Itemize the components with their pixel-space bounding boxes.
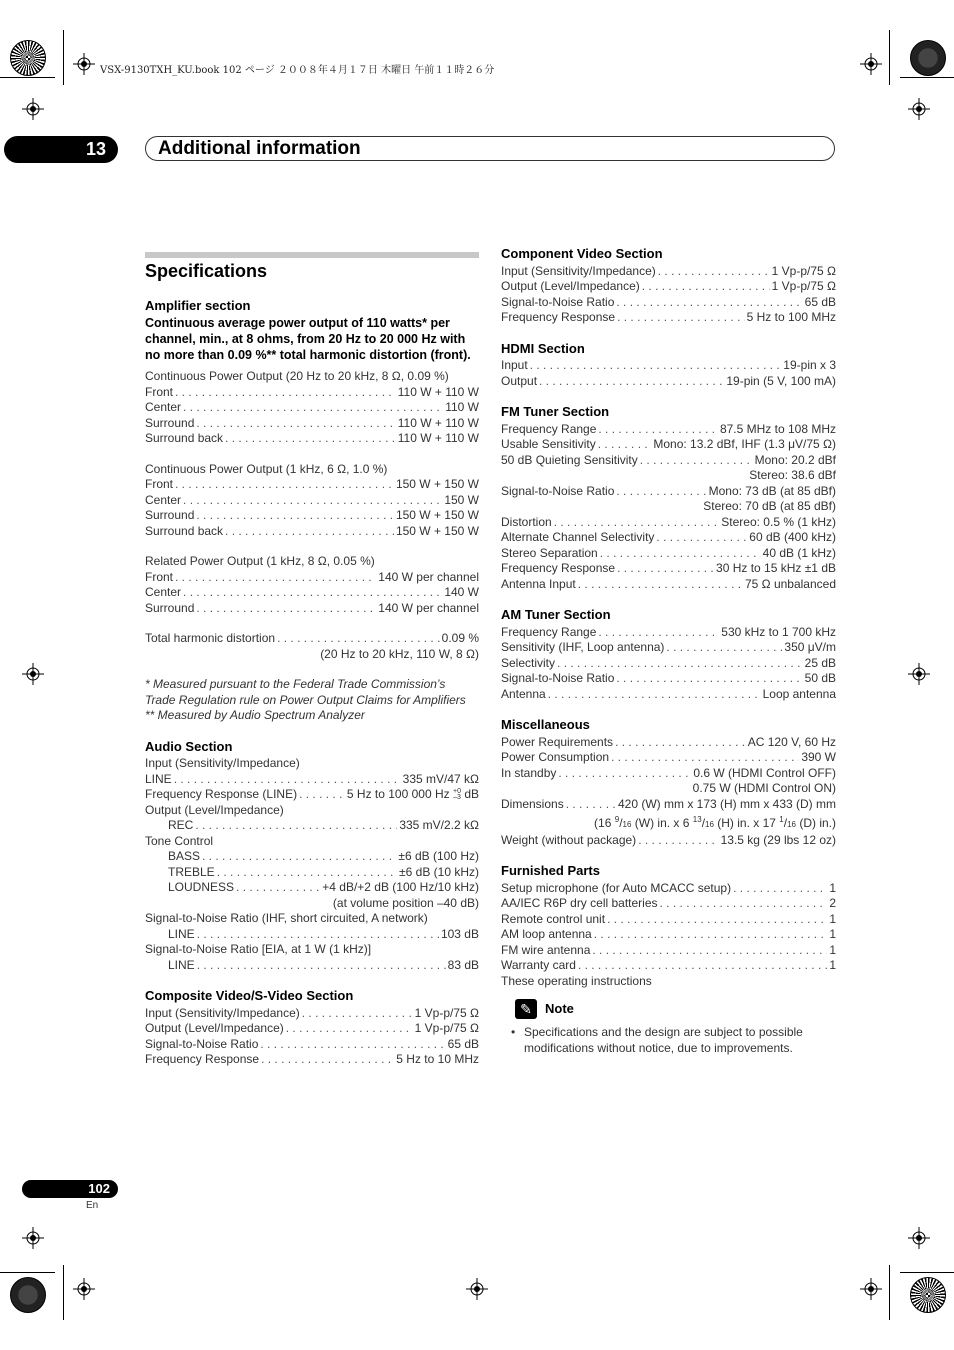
spec-row-sub: Stereo: 70 dB (at 85 dBf) <box>703 499 836 513</box>
spec-row: Frequency Range . . . 87.5 MHz to 108 MHz <box>501 422 836 438</box>
spec-row: Signal-to-Noise Ratio . . . 50 dB <box>501 671 836 687</box>
spec-group-title: Signal-to-Noise Ratio (IHF, short circuited, A network) <box>145 911 428 925</box>
spec-row: Antenna . . . Loop antenna <box>501 687 836 703</box>
spec-row: BASS . . . ±6 dB (100 Hz) <box>145 849 479 865</box>
footnote: Trade Regulation rule on Power Output Claims for Amplifiers <box>145 692 466 707</box>
spec-row: Setup microphone (for Auto MCACC setup) . . . 1 <box>501 881 836 897</box>
spec-row: Weight (without package) . . . 13.5 kg (29 lbs 12 oz) <box>501 833 836 849</box>
spec-group-title: Signal-to-Noise Ratio [EIA, at 1 W (1 kHz)] <box>145 942 372 956</box>
spec-row: Surround . . . 140 W per channel <box>145 601 479 617</box>
note-box <box>501 999 836 1056</box>
spec-row-sub: (at volume position –40 dB) <box>332 895 479 910</box>
crosshair-icon <box>22 1227 44 1249</box>
pencil-note-icon: ✎ <box>515 999 537 1019</box>
dimensions-inches: (16 $^9$/16 (W) in. x 6 $^{13}$/16 (H) in. x 17 $^1$/16 (D) in.) <box>594 815 836 830</box>
spec-row: Input . . . 19-pin x 3 <box>501 358 836 374</box>
spec-row: Surround back . . . 110 W + 110 W <box>145 431 479 447</box>
spec-row: Selectivity . . . 25 dB <box>501 656 836 672</box>
spec-row: Surround . . . 110 W + 110 W <box>145 416 479 432</box>
spec-row: Output (Level/Impedance) . . . 1 Vp-p/75 Ω <box>501 279 836 295</box>
spec-row: Signal-to-Noise Ratio . . . 65 dB <box>145 1037 479 1053</box>
page-title: Specifications <box>145 261 268 281</box>
registration-starburst-icon <box>910 1277 946 1313</box>
spec-row: Surround . . . 150 W + 150 W <box>145 508 479 524</box>
hdmi-heading: HDMI Section <box>501 340 585 356</box>
spec-row: Distortion . . . Stereo: 0.5 % (1 kHz) <box>501 515 836 531</box>
crosshair-icon <box>860 1278 882 1300</box>
spec-row: Warranty card . . . 1 <box>501 958 836 974</box>
footnote: * Measured pursuant to the Federal Trade Commission’s <box>145 677 446 691</box>
spec-row: Usable Sensitivity . . . Mono: 13.2 dBf, IHF (1.3 μV/75 Ω) <box>501 437 836 453</box>
spec-group-title: Continuous Power Output (20 Hz to 20 kHz, 8 Ω, 0.09 %) <box>145 369 449 383</box>
am-heading: AM Tuner Section <box>501 607 611 622</box>
spec-row: LINE . . . 335 mV/47 kΩ <box>145 772 479 788</box>
spec-row: Frequency Response . . . 30 Hz to 15 kHz ±1 dB <box>501 561 836 577</box>
crosshair-icon <box>73 53 95 75</box>
spec-row: Remote control unit . . . 1 <box>501 912 836 928</box>
chapter-number-badge: 13 <box>4 136 118 163</box>
spec-row: Dimensions . . . 420 (W) mm x 173 (H) mm x 433 (D) mm <box>501 797 836 813</box>
spec-row: Power Consumption . . . 390 W <box>501 750 836 766</box>
spec-row: Output (Level/Impedance) . . . 1 Vp-p/75 Ω <box>145 1021 479 1037</box>
bullet-icon: • <box>511 1025 516 1039</box>
crosshair-icon <box>22 663 44 685</box>
spec-row: Total harmonic distortion . . . 0.09 % <box>145 631 479 647</box>
page-language: En <box>86 1200 99 1211</box>
component-heading: Component Video Section <box>501 246 663 261</box>
spec-row: Front . . . 110 W + 110 W <box>145 385 479 401</box>
spec-row: Sensitivity (IHF, Loop antenna) . . . 350 μV/m <box>501 640 836 656</box>
crosshair-icon <box>908 1227 930 1249</box>
section-top-bar <box>145 252 479 258</box>
spec-row: LINE . . . 103 dB <box>145 927 479 943</box>
crosshair-icon <box>908 663 930 685</box>
furnished-heading: Furnished Parts <box>501 863 600 878</box>
spec-row: Stereo Separation . . . 40 dB (1 kHz) <box>501 546 836 562</box>
spec-row: LOUDNESS . . . +4 dB/+2 dB (100 Hz/10 kHz) <box>145 880 479 896</box>
spec-row-sub: Stereo: 38.6 dBf <box>749 468 836 482</box>
spec-row: Front . . . 150 W + 150 W <box>145 477 479 493</box>
spec-row: Alternate Channel Selectivity . . . 60 dB (400 kHz) <box>501 530 836 546</box>
spec-row: REC . . . 335 mV/2.2 kΩ <box>145 818 479 834</box>
note-bullet <box>511 1025 836 1056</box>
print-header: VSX-9130TXH_KU.book 102 ページ ２００８年４月１７日 木曜日 午前１１時２６分 <box>100 65 495 76</box>
spec-row: Frequency Response . . . 5 Hz to 100 MHz <box>501 310 836 326</box>
spec-group-title: Output (Level/Impedance) <box>145 802 284 817</box>
crosshair-icon <box>908 98 930 120</box>
spec-row: Center . . . 110 W <box>145 400 479 416</box>
spec-row: Signal-to-Noise Ratio . . . 65 dB <box>501 295 836 311</box>
composite-heading: Composite Video/S-Video Section <box>145 988 354 1003</box>
registration-starburst-icon <box>910 40 946 76</box>
spec-row: Frequency Response (LINE) . . . 5 Hz to 100 000 Hz +0 –3 dB <box>145 787 479 803</box>
spec-row: TREBLE . . . ±6 dB (10 kHz) <box>145 865 479 881</box>
crosshair-icon <box>22 98 44 120</box>
spec-row: FM wire antenna . . . 1 <box>501 943 836 959</box>
spec-row: Signal-to-Noise Ratio . . . Mono: 73 dB (at 85 dBf) <box>501 484 836 500</box>
note-header <box>515 999 836 1019</box>
spec-row: AA/IEC R6P dry cell batteries . . . 2 <box>501 896 836 912</box>
amplifier-heading: Amplifier section <box>145 297 251 313</box>
amplifier-intro: Continuous average power output of 110 watts* per channel, min., at 8 ohms, from 20 Hz to 20 000 Hz with no more than 0.09 %** total harmonic distortion (front). <box>145 316 471 362</box>
spec-row: Center . . . 140 W <box>145 585 479 601</box>
registration-starburst-icon <box>10 1277 46 1313</box>
spec-row: These operating instructions <box>501 973 652 988</box>
spec-row: Output . . . 19-pin (5 V, 100 mA) <box>501 374 836 390</box>
crosshair-icon <box>466 1278 488 1300</box>
spec-row: Center . . . 150 W <box>145 493 479 509</box>
right-column <box>501 246 836 1056</box>
spec-row: Frequency Response . . . 5 Hz to 10 MHz <box>145 1052 479 1068</box>
fm-heading: FM Tuner Section <box>501 404 610 419</box>
misc-heading: Miscellaneous <box>501 717 590 732</box>
spec-group-title: Continuous Power Output (1 kHz, 6 Ω, 1.0 %) <box>145 461 388 476</box>
spec-row: Front . . . 140 W per channel <box>145 570 479 586</box>
crosshair-icon <box>73 1278 95 1300</box>
spec-row-sub: (20 Hz to 20 kHz, 110 W, 8 Ω) <box>320 646 479 661</box>
spec-group-title: Related Power Output (1 kHz, 8 Ω, 0.05 %) <box>145 554 375 568</box>
spec-row: Power Requirements . . . AC 120 V, 60 Hz <box>501 735 836 751</box>
footnote: ** Measured by Audio Spectrum Analyzer <box>145 708 365 722</box>
spec-row: Input (Sensitivity/Impedance) . . . 1 Vp-p/75 Ω <box>501 264 836 280</box>
spec-row: Surround back . . . 150 W + 150 W <box>145 524 479 540</box>
note-text: Specifications and the design are subject to possible modifications without notice, due to improvements. <box>524 1025 803 1055</box>
spec-row: Input (Sensitivity/Impedance) . . . 1 Vp-p/75 Ω <box>145 1006 479 1022</box>
crosshair-icon <box>860 53 882 75</box>
chapter-title: Additional information <box>158 138 361 159</box>
spec-group-title: Tone Control <box>145 833 214 848</box>
spec-group-title: Input (Sensitivity/Impedance) <box>145 756 300 770</box>
spec-row-sub: 0.75 W (HDMI Control ON) <box>692 781 836 795</box>
spec-row: LINE . . . 83 dB <box>145 958 479 974</box>
spec-row: Antenna Input . . . 75 Ω unbalanced <box>501 577 836 593</box>
spec-row: In standby . . . 0.6 W (HDMI Control OFF) <box>501 766 836 782</box>
left-column <box>145 252 479 1068</box>
spec-row: AM loop antenna . . . 1 <box>501 927 836 943</box>
audio-heading: Audio Section <box>145 738 233 754</box>
note-label: Note <box>545 1001 574 1017</box>
spec-row: 50 dB Quieting Sensitivity . . . Mono: 20.2 dBf <box>501 453 836 469</box>
page-number-badge: 102 <box>22 1180 118 1198</box>
registration-starburst-icon <box>10 40 46 76</box>
spec-row: Frequency Range . . . 530 kHz to 1 700 kHz <box>501 625 836 641</box>
